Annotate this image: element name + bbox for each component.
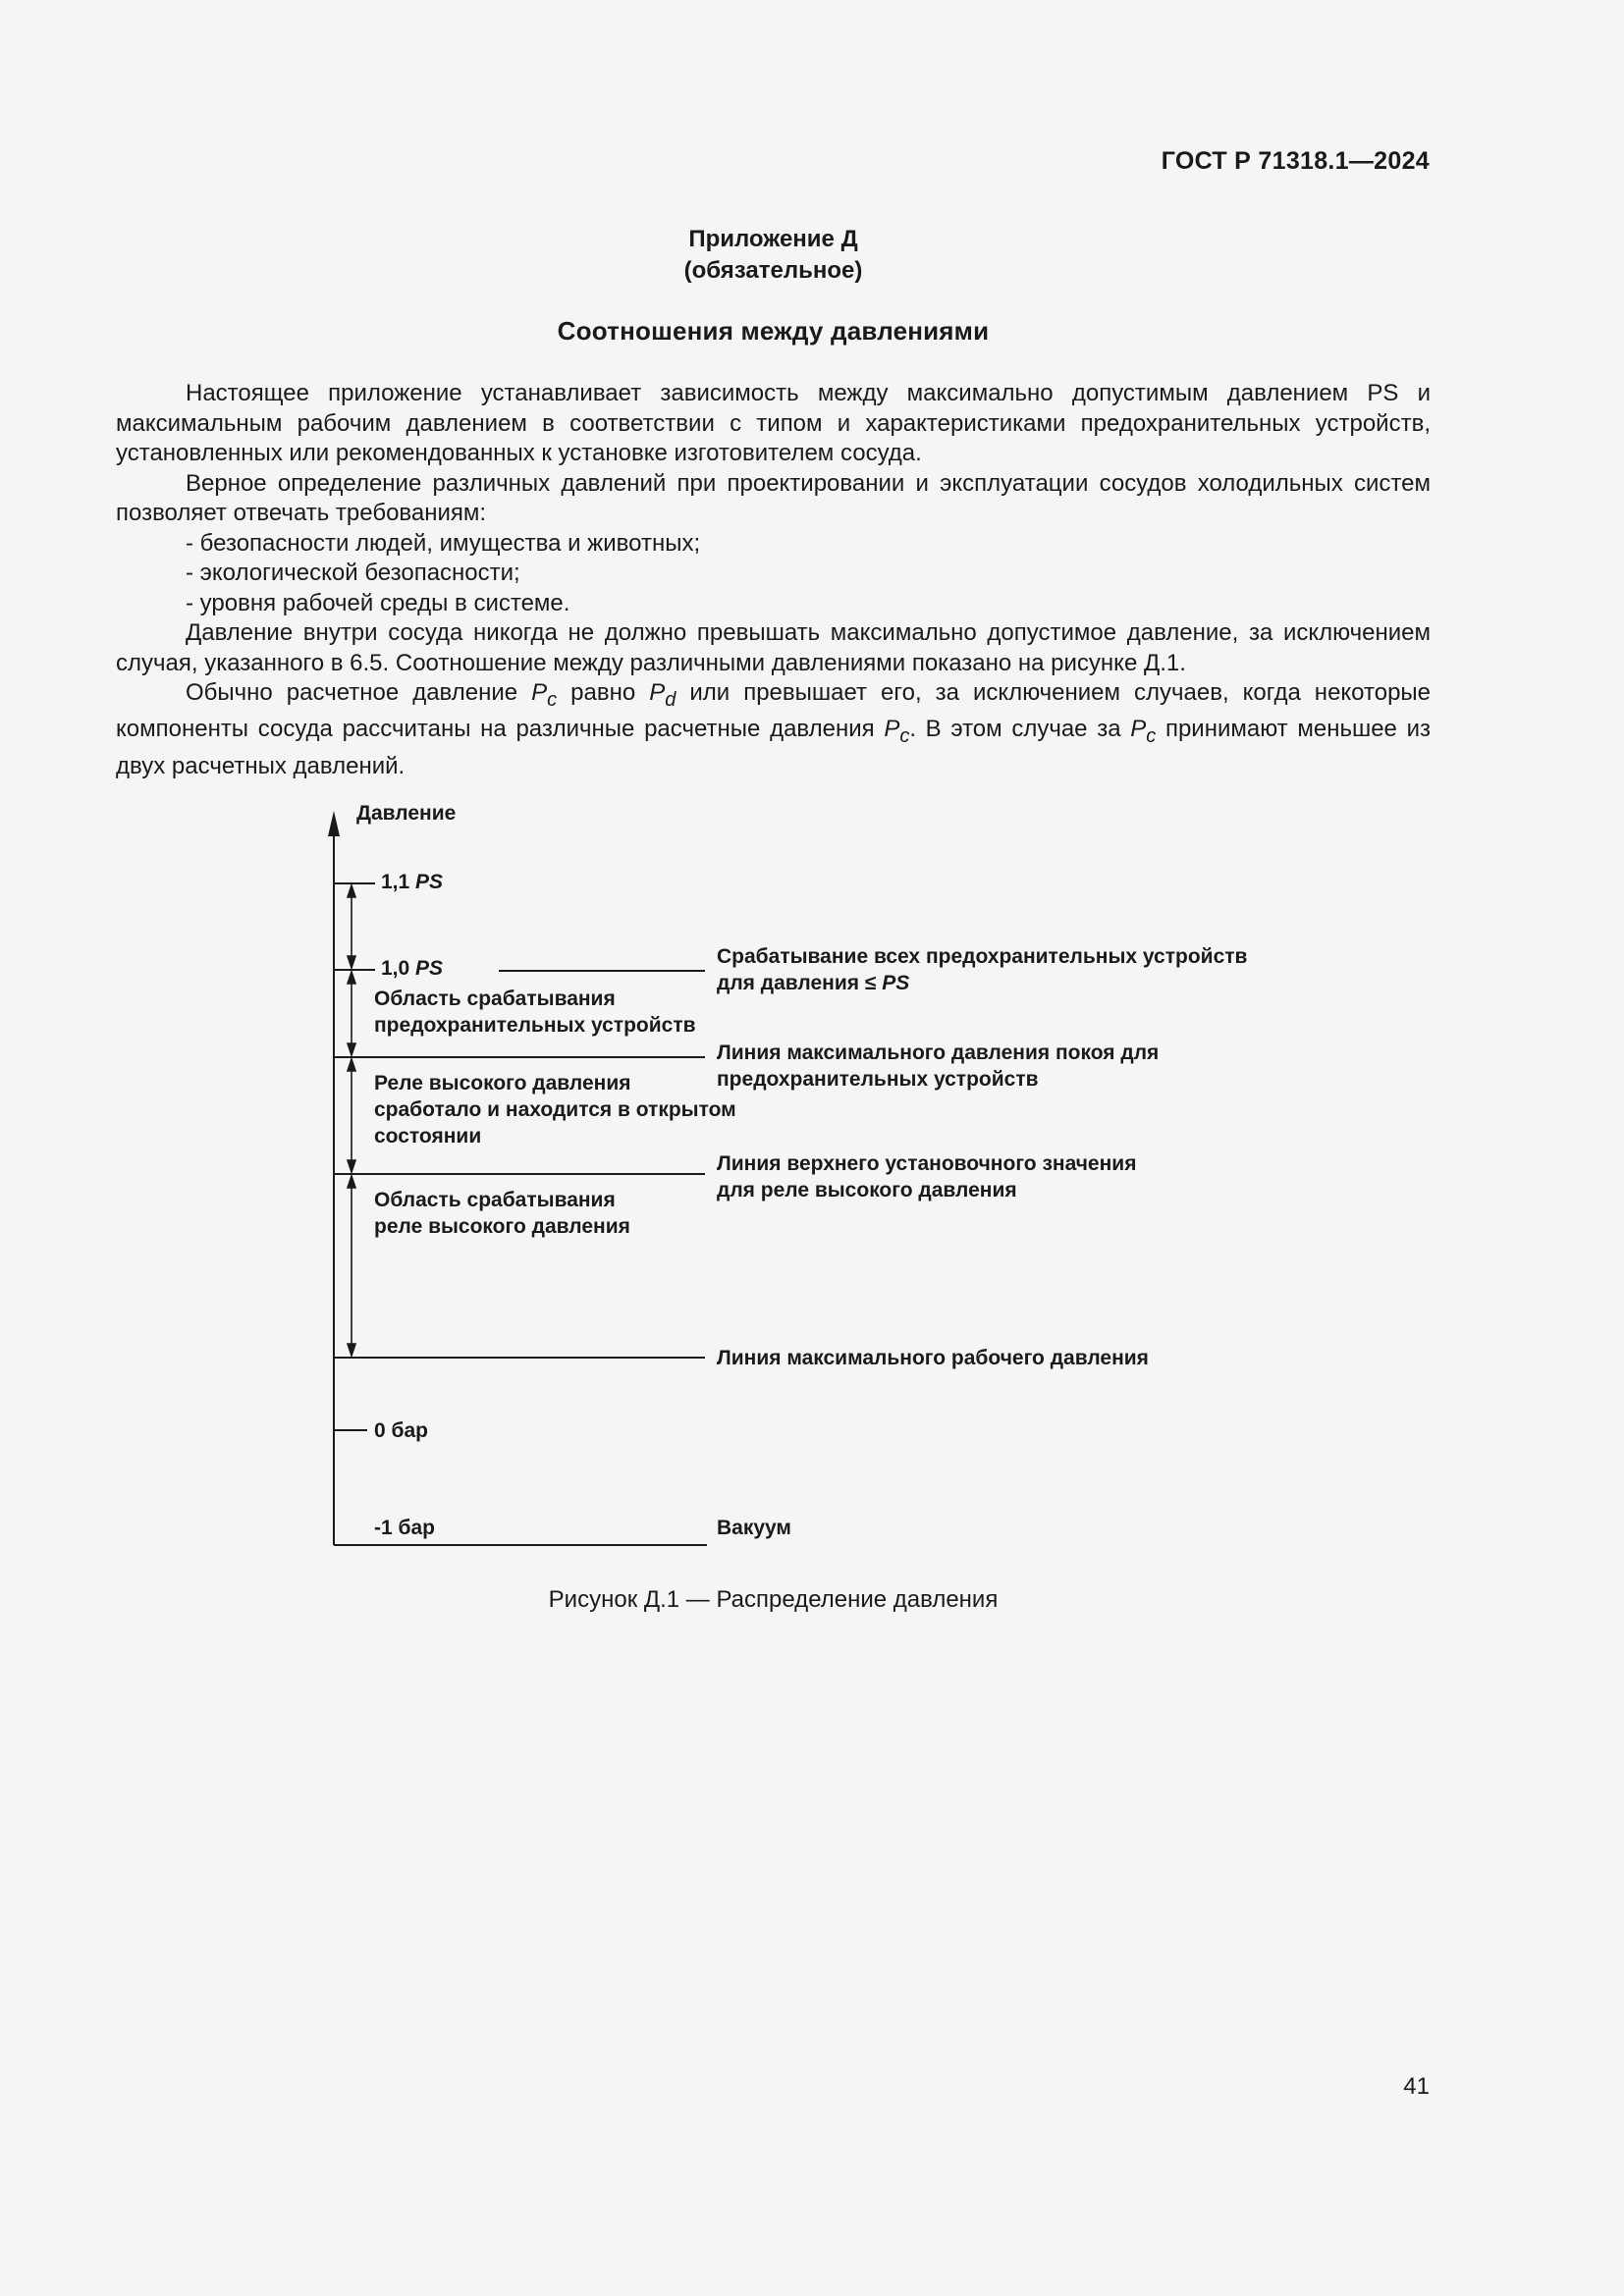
tick-label-0-bar: 0 бар (374, 1419, 428, 1442)
region-relay-open: Реле высокого давления сработало и находится в открытом состоянии (374, 1072, 736, 1148)
range-arrow-relay (348, 1176, 355, 1356)
paragraph-3: Давление внутри сосуда никогда не должно превышать максимально допустимое давление, за исключением случая, указанного в 6.5. Соотношение между различными давлениями показано на рисунке Д.1. (116, 619, 1431, 676)
region-relay: Область срабатывания реле высокого давления (374, 1189, 630, 1238)
appendix-status: (обязательное) (683, 257, 863, 284)
bullet-1: - безопасности людей, имущества и животных; (186, 529, 701, 557)
region-safety-devices: Область срабатывания предохранительных устройств (374, 988, 696, 1037)
label-all-devices: Срабатывание всех предохранительных устройств для давления ≤ PS (717, 945, 1248, 994)
axis-label: Давление (356, 802, 457, 825)
section-title: Соотношения между давлениями (557, 316, 990, 346)
paragraph-1: Настоящее приложение устанавливает зависимость между максимально допустимым давлением PS и максимальным рабочим давлением в соответствии с типом и характеристиками предохранительных устройств, установленных или рекомендованных к установке изготовителем сосуда. (116, 380, 1431, 466)
range-arrow-relay-open (348, 1059, 355, 1172)
bullet-2: - экологической безопасности; (186, 560, 520, 586)
page-number: 41 (1403, 2073, 1430, 2100)
axis-arrowhead (328, 811, 340, 836)
range-arrow-safety-devices (348, 972, 355, 1055)
bullet-3: - уровня рабочей среды в системе. (186, 589, 570, 616)
paragraph-4: Обычно расчетное давление $P_c$ равно $P_d$ или превышает его, за исключением случаев, когда некоторые компоненты сосуда рассчитаны на различные расчетные давления $P_c$. В этом случае за $P_c$ принимают меньшее из двух расчетных давлений. (116, 679, 1432, 779)
tick-label-minus-1-bar: -1 бар (374, 1517, 435, 1539)
label-vacuum: Вакуум (717, 1517, 791, 1539)
label-static-max: Линия максимального давления покоя для предохранительных устройств (717, 1041, 1160, 1091)
figure-caption: Рисунок Д.1 — Распределение давления (548, 1586, 999, 1613)
label-max-working: Линия максимального рабочего давления (717, 1347, 1149, 1369)
tick-label-1-0-ps: 1,0 PS (381, 957, 444, 980)
appendix-title: Приложение Д (688, 226, 858, 252)
tick-label-1-1-ps: 1,1 PS (381, 871, 444, 893)
document-code: ГОСТ Р 71318.1—2024 (1161, 147, 1430, 175)
range-arrow-ps (348, 885, 355, 968)
paragraph-2: Верное определение различных давлений при проектировании и эксплуатации сосудов холодильных систем позволяет отвечать требованиям: (116, 469, 1431, 526)
label-upper-setting: Линия верхнего установочного значения для реле высокого давления (717, 1152, 1137, 1201)
